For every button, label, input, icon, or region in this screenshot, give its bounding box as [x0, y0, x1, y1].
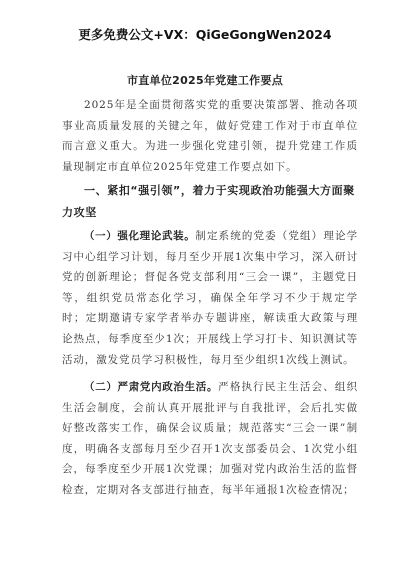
document-title: 市直单位2025年党建工作要点: [126, 74, 284, 87]
item-1-body: 制定系统的党委（党组）理论学习中心组学习计划，每月至少开展1次集中学习，深入研讨党的创新理论；督促各党支部利用“三会一课”，主题党日等，组织党员常态化学习，确保全年学习不少于规定学时；定期邀请专家学者举办专题讲座，解读重大政策与理论热点，每季度至少1次；开展线上学习打卡、知识测试等活动，激发党员学习积极性，每月至少组织1次线上测试。: [62, 230, 358, 366]
intro-paragraph: 2025年是全面贯彻落实党的重要决策部署、推动各项事业高质量发展的关键之年，做好党建工作对于市直单位而言意义重大。为进一步强化党建引领，提升党建工作质量现制定市直单位2025年党建工作要点如下。: [62, 99, 358, 173]
promo-banner: 更多免费公文+VX：QiGeGongWen2024: [78, 27, 332, 42]
item-1-paragraph: [62, 226, 358, 370]
item-2-body: 严格执行民主生活会、组织生活会制度，会前认真开展批评与自我批评，会后扎实做好整改落实工作，确保会议质量；规范落实“三会一课”制度，明确各支部每月至少召开1次支部委员会、1次党小组会，每季度至少开展1次党课；加强对党内政治生活的监督检查，定期对各支部进行抽查，每半年通报1次检查情况；: [62, 381, 358, 496]
item-1-lead: （一）强化理论武装。: [84, 230, 196, 242]
section-heading-1: 一、紧扣“强引领”，着力于实现政治功能强大方面聚力攻坚: [62, 184, 355, 219]
item-2-paragraph: [62, 377, 358, 501]
item-2-lead: （二）严肃党内政治生活。: [84, 381, 219, 393]
